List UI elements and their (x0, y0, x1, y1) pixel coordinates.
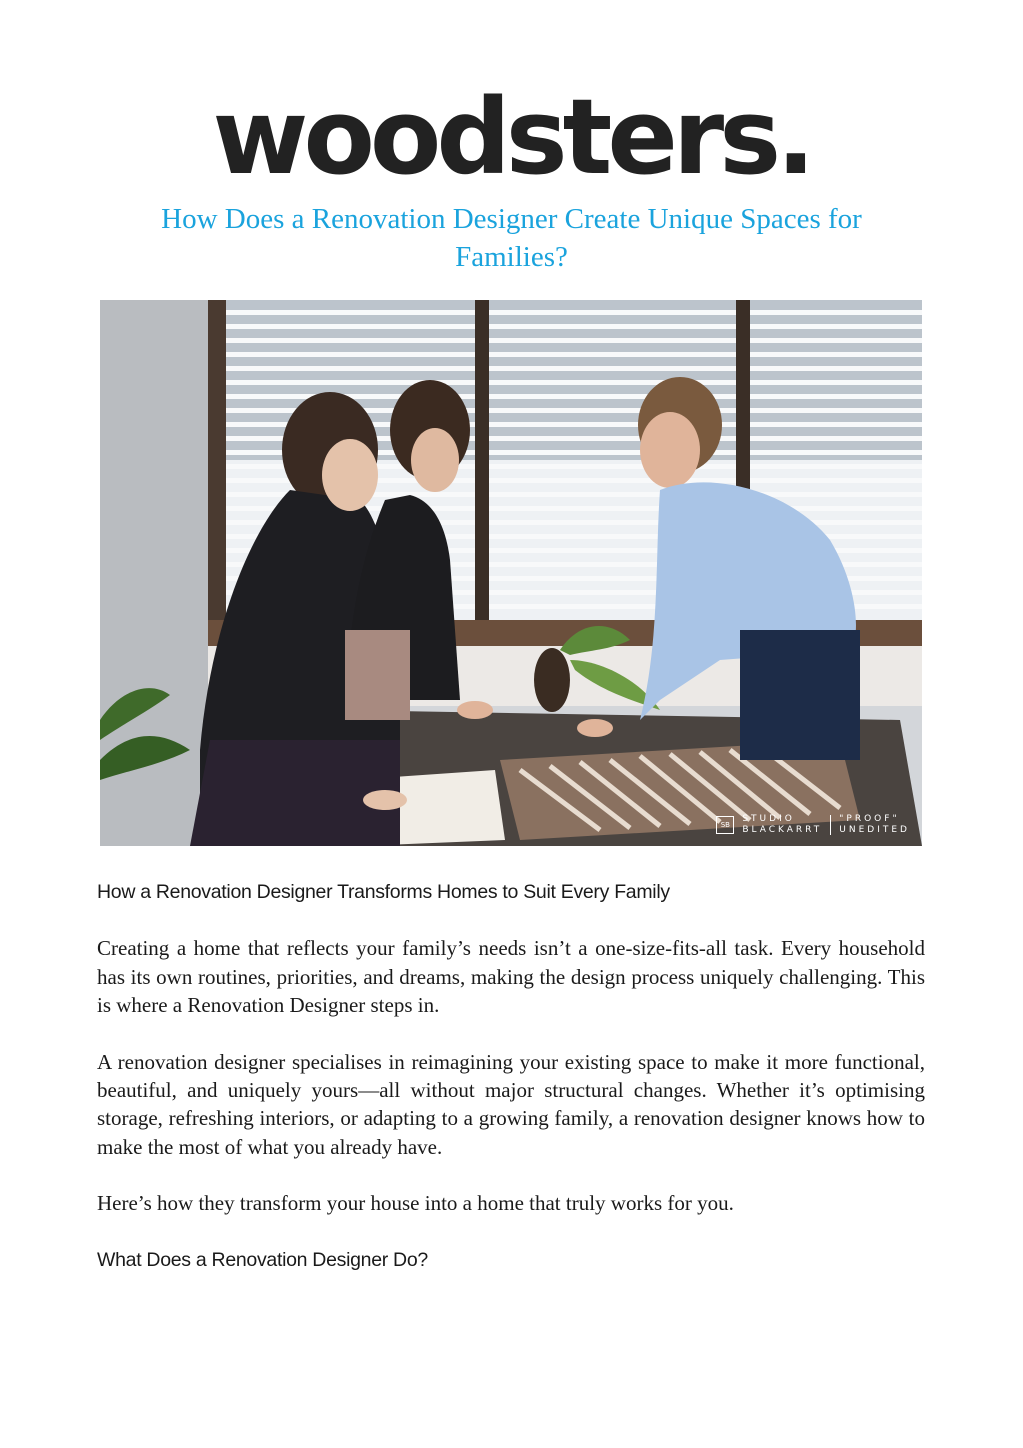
article-body (97, 878, 925, 1274)
paragraph-specialises: A renovation designer specialises in reimagining your existing space to make it more functional, beautiful, and uniquely yours—all without major structural changes. Whether it’s optimising storage, refreshing interiors, or adapting to a growing family, a renovation designer knows how to make the most of what you already have. (97, 1049, 925, 1159)
watermark-line-3: "PROOF" (839, 814, 900, 824)
designers-meeting-photo (100, 300, 922, 846)
section-heading-transforms: How a Renovation Designer Transforms Homes to Suit Every Family (97, 881, 670, 903)
photo-watermark (716, 814, 910, 836)
paragraph-intro: Creating a home that reflects your family’s needs isn’t a one-size-fits-all task. Every household has its own routines, priorities, and dreams, making the design process uniquely challenging. This is where a Renovation Designer steps in. (97, 936, 925, 1018)
watermark-line-2: BLACKARRT (742, 825, 823, 835)
watermark-divider (830, 815, 831, 835)
watermark-line-4: UNEDITED (839, 825, 910, 835)
article-title: How Does a Renovation Designer Create Unique Spaces for Families? (161, 203, 862, 273)
article-hero-image (100, 300, 922, 846)
watermark-line-1: STUDIO (742, 814, 795, 824)
section-heading-what-does: What Does a Renovation Designer Do? (97, 1248, 428, 1271)
paragraph-how-they-transform: Here’s how they transform your house into a home that truly works for you. (97, 1191, 734, 1216)
woodsters-logo: woodsters. (212, 76, 811, 198)
studio-mark-icon: SB (716, 816, 734, 834)
